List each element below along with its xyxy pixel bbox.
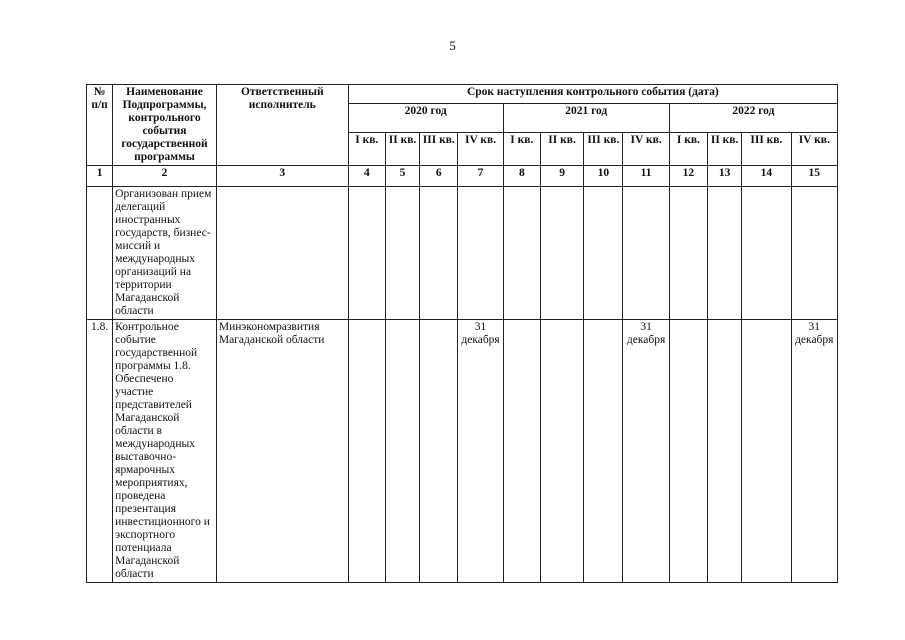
column-number: 12 <box>669 166 707 187</box>
header-deadline: Срок наступления контрольного события (дата) <box>348 85 837 104</box>
header-quarter: I кв. <box>669 133 707 166</box>
quarter-cell <box>584 320 623 583</box>
quarter-cell <box>458 187 503 320</box>
table-row <box>87 320 838 583</box>
quarter-cell <box>584 187 623 320</box>
quarter-cell <box>708 187 742 320</box>
row-name: Контрольное событие государственной программы 1.8. Обеспечено участие представителей Магаданской области в международных выставочно-ярмарочных мероприятиях, проведена презентация инвестиционного и экспортного потенциала Магаданской области <box>113 320 217 583</box>
header-quarter: I кв. <box>348 133 385 166</box>
column-numbers-row <box>87 166 838 187</box>
quarter-cell <box>742 187 791 320</box>
header-quarter: II кв. <box>540 133 583 166</box>
column-number: 10 <box>584 166 623 187</box>
quarter-cell <box>420 320 458 583</box>
column-number: 4 <box>348 166 385 187</box>
quarter-cell <box>708 320 742 583</box>
quarter-cell: 31 декабря <box>623 320 669 583</box>
quarter-cell <box>742 320 791 583</box>
column-number: 6 <box>420 166 458 187</box>
row-no: 1.8. <box>87 320 113 583</box>
row-responsible <box>216 187 348 320</box>
column-number: 8 <box>503 166 540 187</box>
header-year-2022: 2022 год <box>669 104 837 133</box>
header-quarter: III кв. <box>584 133 623 166</box>
quarter-cell <box>540 320 583 583</box>
quarter-cell: 31 декабря <box>458 320 503 583</box>
column-number: 2 <box>113 166 217 187</box>
header-quarter: IV кв. <box>623 133 669 166</box>
quarter-cell <box>348 187 385 320</box>
control-events-table <box>86 84 838 583</box>
header-quarter: II кв. <box>708 133 742 166</box>
header-year-2021: 2021 год <box>503 104 669 133</box>
quarter-cell <box>623 187 669 320</box>
column-number: 3 <box>216 166 348 187</box>
row-responsible: Минэкономразвития Магаданской области <box>216 320 348 583</box>
column-number: 15 <box>791 166 837 187</box>
header-year-2020: 2020 год <box>348 104 503 133</box>
quarter-cell <box>348 320 385 583</box>
header-name: Наименование Подпрограммы, контрольного события государственной программы <box>113 85 217 166</box>
quarter-cell <box>669 187 707 320</box>
row-name: Организован прием делегаций иностранных государств, бизнес-миссий и международных организаций на территории Магаданской области <box>113 187 217 320</box>
header-quarter: III кв. <box>420 133 458 166</box>
header-responsible: Ответственный исполнитель <box>216 85 348 166</box>
quarter-cell <box>669 320 707 583</box>
quarter-cell <box>540 187 583 320</box>
header-quarter: I кв. <box>503 133 540 166</box>
column-number: 9 <box>540 166 583 187</box>
column-number: 11 <box>623 166 669 187</box>
column-number: 1 <box>87 166 113 187</box>
quarter-cell: 31 декабря <box>791 320 837 583</box>
header-quarter: III кв. <box>742 133 791 166</box>
column-number: 7 <box>458 166 503 187</box>
quarter-cell <box>420 187 458 320</box>
header-quarter: IV кв. <box>458 133 503 166</box>
page-number: 5 <box>449 38 456 53</box>
column-number: 14 <box>742 166 791 187</box>
row-no <box>87 187 113 320</box>
header-no: № п/п <box>87 85 113 166</box>
header-quarter: IV кв. <box>791 133 837 166</box>
quarter-cell <box>385 187 419 320</box>
quarter-cell <box>385 320 419 583</box>
table-row <box>87 187 838 320</box>
quarter-cell <box>503 320 540 583</box>
column-number: 13 <box>708 166 742 187</box>
quarter-cell <box>503 187 540 320</box>
quarter-cell <box>791 187 837 320</box>
header-quarter: II кв. <box>385 133 419 166</box>
column-number: 5 <box>385 166 419 187</box>
